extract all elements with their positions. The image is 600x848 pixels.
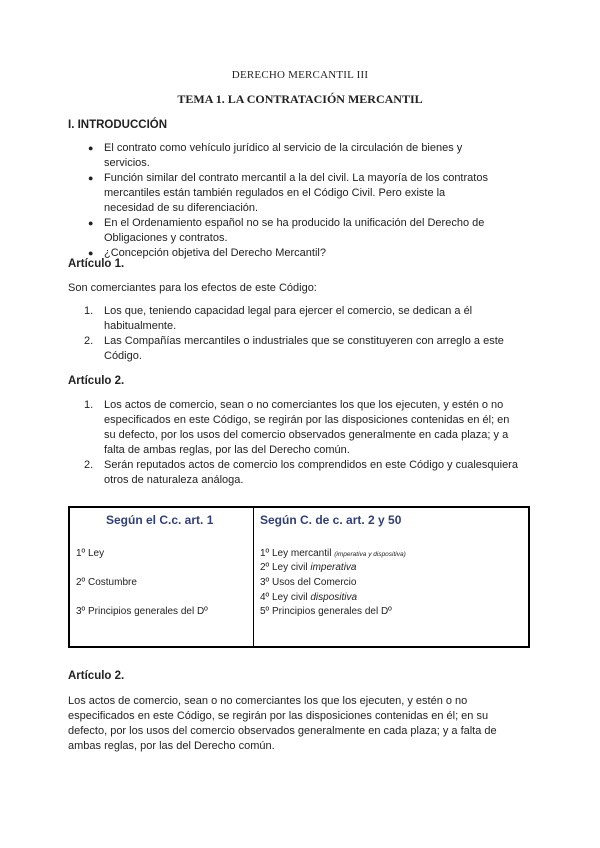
table-cell-right-1: 1º Ley mercantil (imperativa y dispositiva) [260, 548, 406, 559]
article-2-heading: Artículo 2. [68, 375, 125, 387]
article-1-lead: Son comerciantes para los efectos de este Código: [68, 282, 317, 294]
article-2-repeat-text: Los actos de comercio, sean o no comerciantes los que los ejecuten, y estén o no especificados en este Código, se regirán por las disposiciones contenidas en él; en su defecto, por los usos del comercio observados generalmente en cada plaza; y a falta de ambas reglas, por las del Derecho común. [68, 695, 497, 752]
table-header-right: Según C. de c. art. 2 y 50 [260, 513, 402, 527]
topic-title: TEMA 1. LA CONTRATACIÓN MERCANTIL [177, 92, 423, 106]
table-header-left: Según el C.c. art. 1 [106, 513, 214, 527]
article-2-repeat-heading: Artículo 2. [68, 670, 125, 682]
table-divider [253, 508, 254, 646]
table-cell-left-3: 3º Principios generales del Dº [76, 606, 208, 617]
article-2-list [84, 398, 518, 488]
bullet-icon: ● [88, 218, 94, 228]
bullet-icon: ● [88, 248, 94, 258]
list-item: ● En el Ordenamiento español no se ha producido la unificación del Derecho de Obligaciones y contratos. [88, 217, 485, 244]
list-item: ● Función similar del contrato mercantil a la del civil. La mayoría de los contratos mercantiles están también regulados en el Código Civil. Pero existe la necesidad de su diferenciación. [88, 172, 488, 214]
table-cell-note: (imperativa y dispositiva) [334, 551, 406, 558]
bullet-icon: ● [88, 173, 94, 183]
list-item: 2. Las Compañías mercantiles o industriales que se constituyeren con arreglo a este Código. [84, 335, 504, 362]
intro-heading: I. INTRODUCCIÓN [68, 119, 168, 131]
list-item: 2. Serán reputados actos de comercio los comprendidos en este Código y cualesquiera otros de naturaleza análoga. [84, 459, 518, 486]
course-title: DERECHO MERCANTIL III [231, 69, 369, 81]
table-cell-right-2: 2º Ley civil imperativa [260, 562, 357, 573]
list-item: 1. Los que, teniendo capacidad legal para ejercer el comercio, se dedican a él habitualmente. [84, 305, 473, 332]
table-cell-right-4: 4º Ley civil dispositiva [260, 592, 358, 603]
table-cell-right-5: 5º Principios generales del Dº [260, 606, 392, 617]
table-cell-right-3: 3º Usos del Comercio [260, 577, 357, 588]
list-item: 1. Los actos de comercio, sean o no comerciantes los que los ejecuten, y estén o no especificados en este Código, se regirán por las disposiciones contenidas en él; en su defecto, por los usos del comercio observados generalmente en cada plaza; y a falta de ambas reglas, por las del Derecho común. [84, 399, 510, 456]
table-cell-left-1: 1º Ley [76, 548, 105, 559]
article-1-heading: Artículo 1. [68, 258, 125, 270]
bullet-icon: ● [88, 143, 94, 153]
intro-bullet-list [88, 141, 498, 261]
sources-table [68, 506, 530, 648]
list-item: ● ¿Concepción objetiva del Derecho Mercantil? [88, 247, 326, 259]
table-cell-left-2: 2º Costumbre [76, 577, 137, 588]
list-item: ● El contrato como vehículo jurídico al servicio de la circulación de bienes y servicios. [88, 142, 463, 169]
article-1-list [84, 304, 518, 364]
